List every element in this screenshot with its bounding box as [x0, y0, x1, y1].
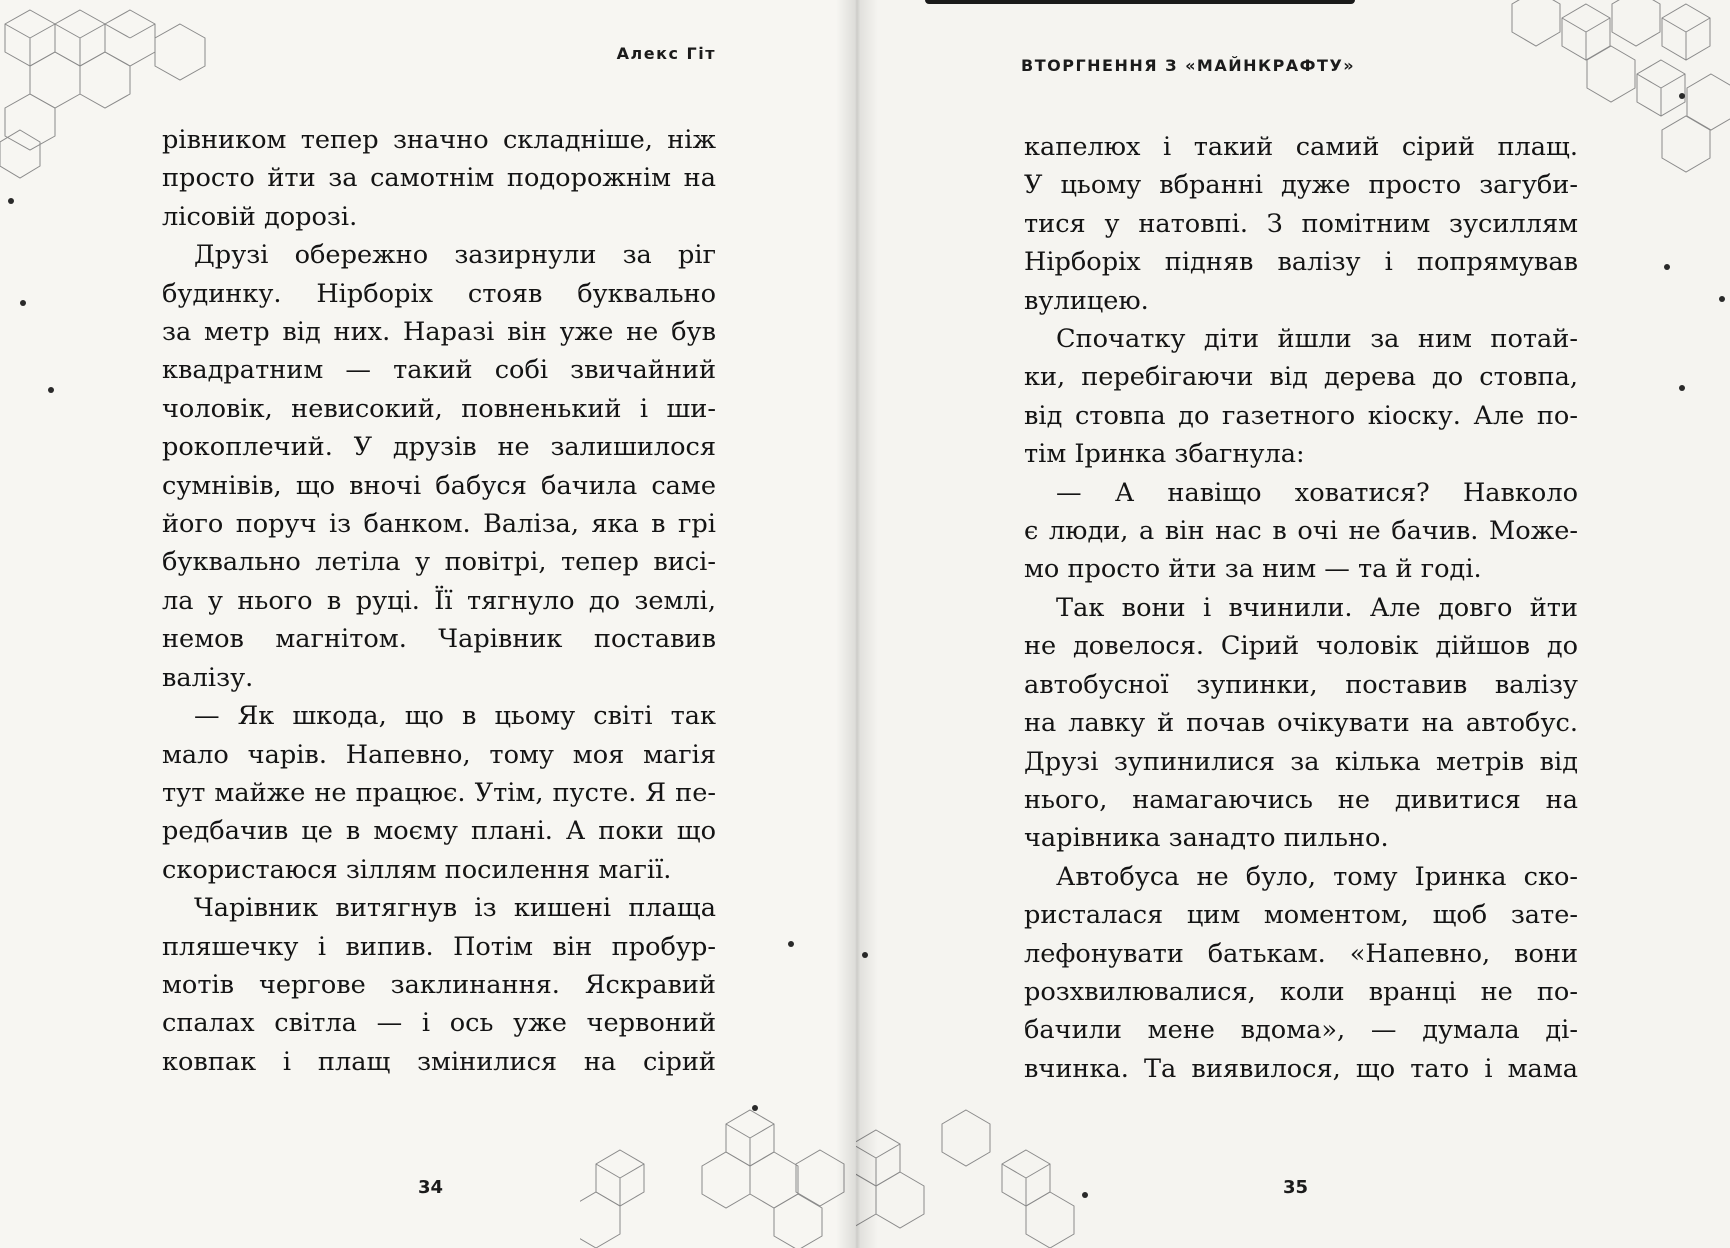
scan-edge-shadow: [925, 0, 1355, 4]
text-line: його поруч із банком. Валіза, яка в грі: [162, 509, 716, 540]
left-page-text: [162, 121, 716, 1081]
text-line: — А навіщо ховатися? Навколо: [1056, 477, 1578, 508]
text-line: квадратним — такий собі звичайний: [162, 355, 716, 386]
text-line: ла у нього в руці. Її тягнуло до землі,: [162, 585, 716, 616]
text-line: за метр від них. Наразі він уже не був: [162, 317, 716, 348]
text-line: тім Іринка збагнула:: [1024, 439, 1305, 470]
text-line: від стовпа до газетного кіоску. Але по-: [1024, 400, 1578, 431]
text-line: Друзі зупинилися за кілька метрів від: [1024, 746, 1578, 777]
text-line: не довелося. Сірий чоловік дійшов до: [1024, 631, 1578, 662]
text-line: просто йти за самотнім подорожнім на: [162, 163, 716, 194]
text-line: мо просто йти за ним — та й годі.: [1024, 554, 1482, 585]
page-number-right: 35: [1283, 1177, 1309, 1198]
decor-dot: [1679, 93, 1685, 99]
running-head-book-title: ВТОРГНЕННЯ З «МАЙНКРАФТУ»: [1021, 56, 1356, 75]
decor-dot: [1719, 296, 1725, 302]
text-line: Нірборіх підняв валізу і попрямував: [1024, 247, 1578, 278]
text-line: ки, перебігаючи від дерева до стовпа,: [1024, 362, 1578, 393]
left-page: [0, 0, 856, 1248]
decor-dot: [752, 1105, 758, 1111]
text-line: рокоплечий. У друзів не залишилося: [162, 432, 716, 463]
text-line: чарівника занадто пильно.: [1024, 823, 1389, 854]
hexagon-pattern-bottom-right: [856, 1090, 1106, 1248]
text-line: капелюх і такий самий сірий плащ.: [1024, 132, 1578, 162]
text-line: буквально летіла у повітрі, тепер висі-: [162, 547, 716, 578]
text-line: немов магнітом. Чарівник поставив: [162, 624, 716, 655]
text-line: Так вони і вчинили. Але довго йти: [1056, 592, 1578, 623]
text-line: тут майже не працює. Утім, пусте. Я пе-: [162, 777, 716, 808]
text-line: У цьому вбранні дуже просто загуби-: [1024, 170, 1578, 201]
text-line: редбачив це в моєму плані. А поки що: [162, 816, 716, 847]
text-line: мотів чергове заклинання. Яскравий: [162, 969, 716, 1000]
text-line: Чарівник витягнув із кишені плаща: [194, 893, 716, 924]
text-line: валізу.: [162, 662, 254, 693]
text-line: ковпак і плащ змінилися на сірий: [162, 1046, 716, 1077]
text-line: нього, намагаючись не дивитися на: [1024, 784, 1578, 815]
right-page: [856, 0, 1730, 1248]
text-line: спалах світла — і ось уже червоний: [162, 1008, 716, 1039]
text-line: Автобуса не було, тому Іринка ско-: [1056, 861, 1578, 892]
hexagon-pattern-bottom-left: [580, 1080, 850, 1248]
text-line: бачили мене вдома», — думала ді-: [1024, 1015, 1578, 1046]
text-line: розхвилювалися, коли вранці не по-: [1024, 976, 1578, 1007]
right-page-text: [1024, 128, 1578, 1088]
decor-dot: [48, 387, 54, 393]
text-line: автобусної зупинки, поставив валізу: [1024, 669, 1578, 700]
text-line: лісовій дорозі.: [162, 201, 358, 232]
text-line: є люди, а він нас в очі не бачив. Може-: [1024, 516, 1578, 547]
text-line: мало чарів. Напевно, тому моя магія: [162, 739, 716, 770]
text-line: Друзі обережно зазирнули за ріг: [194, 240, 716, 271]
text-line: на лавку й почав очікувати на автобус.: [1024, 708, 1578, 739]
decor-dot: [1082, 1192, 1088, 1198]
text-line: чоловік, невисокий, повненький і ши-: [162, 393, 716, 424]
text-line: скористаюся зіллям посилення магії.: [162, 854, 672, 885]
text-line: ристалася цим моментом, щоб зате-: [1024, 900, 1578, 931]
text-line: лефонувати батькам. «Напевно, вони: [1024, 938, 1578, 969]
text-line: вчинка. Та виявилося, що тато і мама: [1024, 1053, 1578, 1084]
decor-dot: [8, 198, 14, 204]
page-number-left: 34: [418, 1177, 444, 1198]
text-line: вулицею.: [1024, 285, 1149, 316]
decor-dot: [20, 300, 26, 306]
text-line: сумнівів, що вночі бабуся бачила саме: [162, 470, 716, 501]
text-line: Спочатку діти йшли за ним потай-: [1056, 324, 1578, 355]
text-line: пляшечку і випив. Потім він пробур-: [162, 931, 716, 962]
text-line: тися у натовпі. З помітним зусиллям: [1024, 208, 1578, 239]
text-line: будинку. Нірборіх стояв буквально: [162, 278, 716, 309]
decor-dot: [788, 941, 794, 947]
running-head-author: Алекс Гіт: [616, 44, 716, 63]
decor-dot: [1664, 264, 1670, 270]
text-line: — Як шкода, що в цьому світі так: [194, 701, 716, 732]
book-spine-gutter: [836, 0, 878, 1248]
decor-dot: [1679, 385, 1685, 391]
text-line: рівником тепер значно складніше, ніж: [162, 125, 716, 155]
